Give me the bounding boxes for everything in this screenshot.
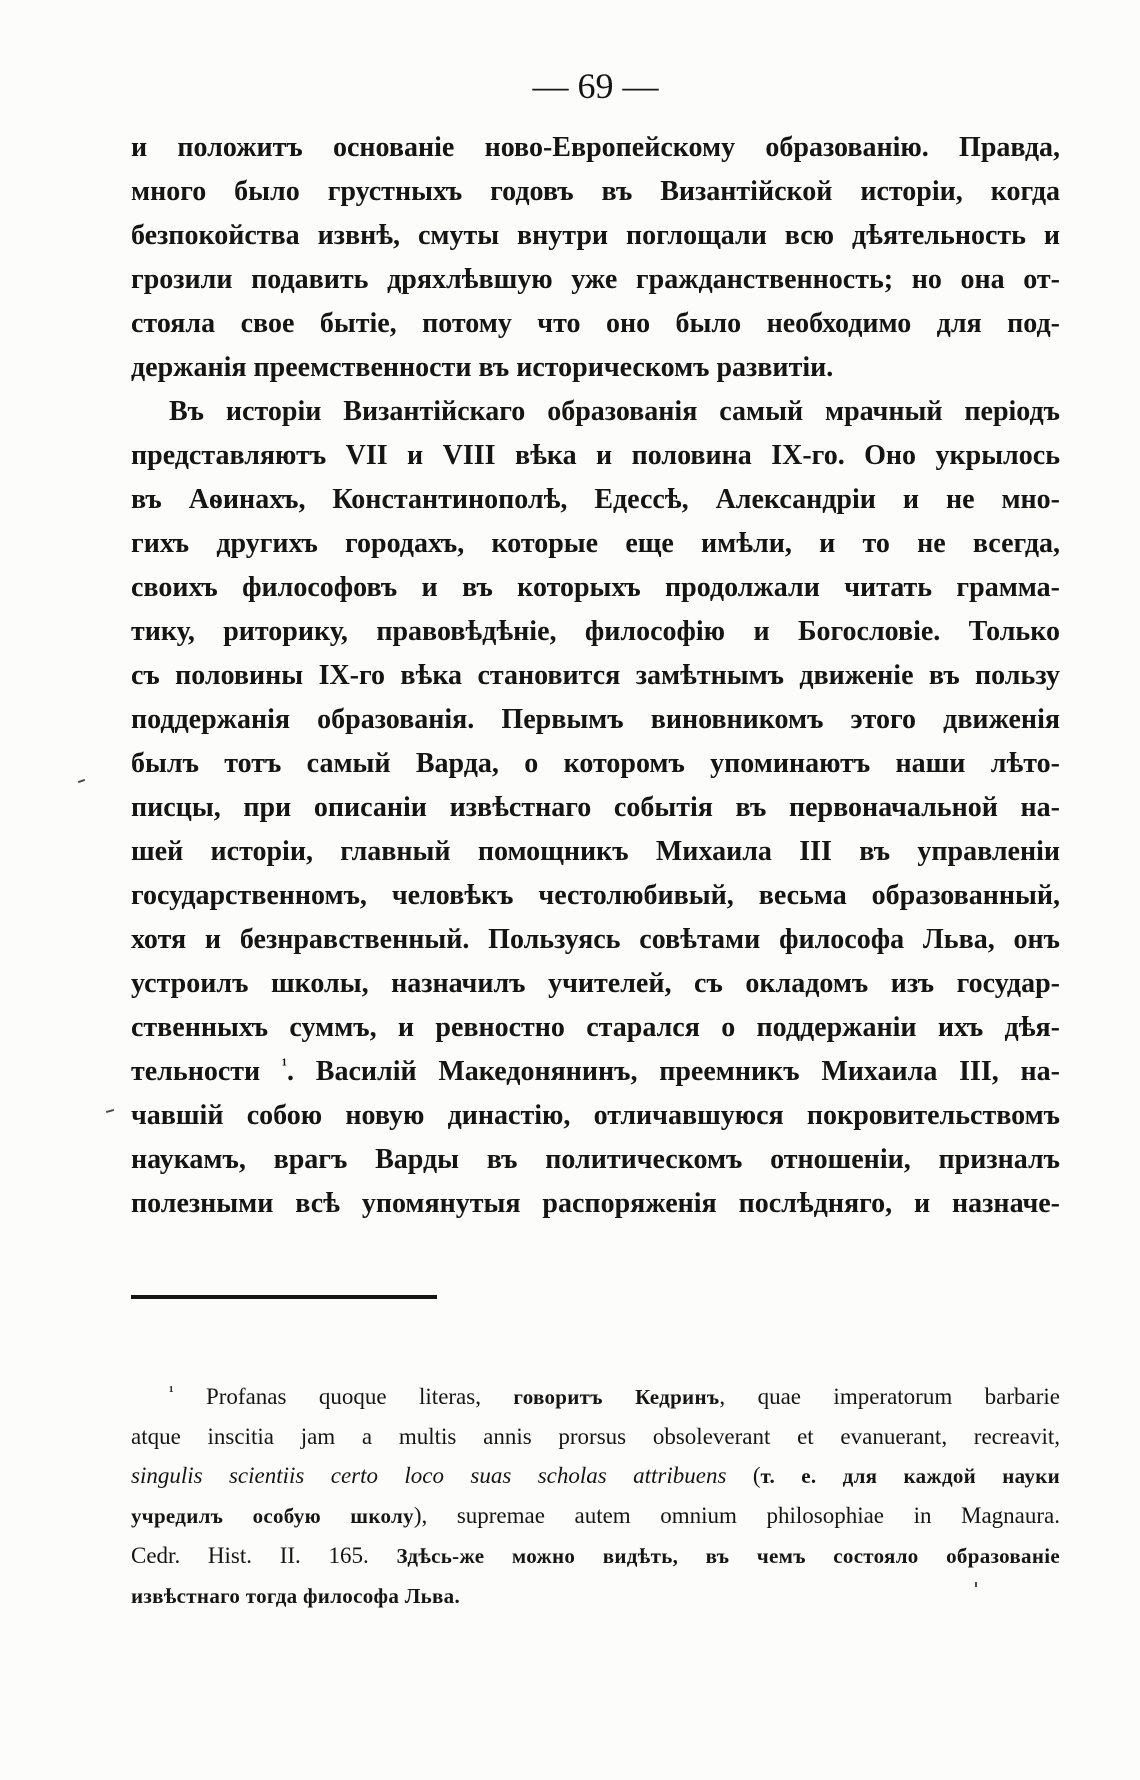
page-number: — 69 — <box>532 66 659 106</box>
text-line: тику, риторику, правовѣдѣніе, философію и Богословіе. Только <box>131 616 1060 647</box>
text-line: Въ исторіи Византійскаго образованія самый мрачный періодъ <box>169 396 1060 427</box>
text-line: грозили подавить дряхлѣвшую уже гражданственность; но она от- <box>131 264 1060 295</box>
text-line <box>131 1050 1060 1094</box>
footnote-line <box>131 1576 1060 1616</box>
text-line: наукамъ, врагъ Варды въ политическомъ отношеніи, призналъ <box>131 1144 1060 1175</box>
text-line: своихъ философовъ и въ которыхъ продолжали читать грамма- <box>131 572 1060 603</box>
footnote-text: говоритъ Кедринъ <box>513 1385 720 1409</box>
paragraph-continued <box>131 126 1060 390</box>
footnote-line <box>131 1536 1060 1576</box>
text-line: государственномъ, человѣкъ честолюбивый, весьма образованный, <box>131 880 1060 911</box>
paragraph <box>131 390 1060 1226</box>
footnote-text: ( <box>726 1463 761 1488</box>
footnote-text: Cedr. Hist. II. 165. <box>131 1543 397 1568</box>
footnote-text: учредилъ особую школу <box>131 1504 414 1528</box>
footnote-line <box>131 1377 1060 1417</box>
scan-speck <box>78 779 85 783</box>
text-line: шей исторіи, главный помощникъ Михаила III въ управленіи <box>131 836 1060 867</box>
footnote-separator <box>131 1295 437 1299</box>
body-text <box>131 126 1060 1226</box>
text-line: безпокойства извнѣ, смуты внутри поглощали всю дѣятельность и <box>131 220 1060 251</box>
text-line: представляютъ VII и VIII вѣка и половина IX-го. Оно укрылось <box>131 440 1060 471</box>
text-line: чавшій собою новую династію, отличавшуюся покровительствомъ <box>131 1100 1060 1131</box>
footnote-text: , quae imperatorum barbarie <box>719 1384 1061 1409</box>
footnote-marker: ¹ <box>169 1384 174 1400</box>
text-line: стояла свое бытіе, потому что оно было необходимо для под- <box>131 308 1060 339</box>
text-segment: тельности <box>131 1056 282 1087</box>
text-line: поддержанія образованія. Первымъ виновникомъ этого движенія <box>131 704 1060 735</box>
footnote-line <box>131 1417 1060 1456</box>
text-line: въ Аѳинахъ, Константинополѣ, Едессѣ, Александріи и не мно- <box>131 484 1060 515</box>
footnote-text: Profanas quoque literas, <box>205 1384 514 1409</box>
text-line: съ половины IX-го вѣка становится замѣтнымъ движеніе въ пользу <box>131 660 1060 691</box>
text-line: гихъ другихъ городахъ, которые еще имѣли, и то не всегда, <box>131 528 1060 559</box>
footnote-line <box>131 1496 1060 1536</box>
text-line: ственныхъ суммъ, и ревностно старался о поддержаніи ихъ дѣя- <box>131 1012 1060 1043</box>
footnote-text: извѣстнаго тогда философа Льва. <box>131 1584 461 1608</box>
footnote-text: ), supremae autem omnium philosophiae in Magnaura. <box>413 1503 1060 1528</box>
text-line: писцы, при описаніи извѣстнаго событія въ первоначальной на- <box>131 792 1060 823</box>
scan-speck <box>975 1582 977 1587</box>
footnote <box>131 1377 1060 1616</box>
text-line: держанія преемственности въ историческомъ развитіи. <box>131 352 834 383</box>
text-line: полезными всѣ упомянутыя распоряженія послѣдняго, и назначе- <box>131 1188 1060 1219</box>
footnote-text: atque inscitia jam a multis annis prorsus obsoleverant et evanuerant, recreavit, <box>131 1424 1060 1449</box>
footnote-line <box>131 1456 1060 1496</box>
text-line: былъ тотъ самый Варда, о которомъ упоминаютъ наши лѣто- <box>131 748 1060 779</box>
text-line: устроилъ школы, назначилъ учителей, съ окладомъ изъ государ- <box>131 968 1060 999</box>
footnote-text-italic: singulis scientiis certo loco suas scholas attribuens <box>131 1463 727 1488</box>
text-line: хотя и безнравственный. Пользуясь совѣтами философа Льва, онъ <box>131 924 1060 955</box>
footnote-text: т. е. для каждой науки <box>760 1464 1061 1488</box>
text-line: и положитъ основаніе ново-Европейскому образованію. Правда, <box>131 132 1060 163</box>
text-segment: . Василій Македонянинъ, преемникъ Михаила III, на- <box>287 1056 1060 1087</box>
text-line: много было грустныхъ годовъ въ Византійской исторіи, когда <box>131 176 1060 207</box>
scan-speck <box>106 1109 114 1113</box>
footnote-text: Здѣсь-же можно видѣть, въ чемъ состояло образованіе <box>396 1544 1060 1568</box>
footnote-reference: ¹ <box>281 1055 288 1074</box>
